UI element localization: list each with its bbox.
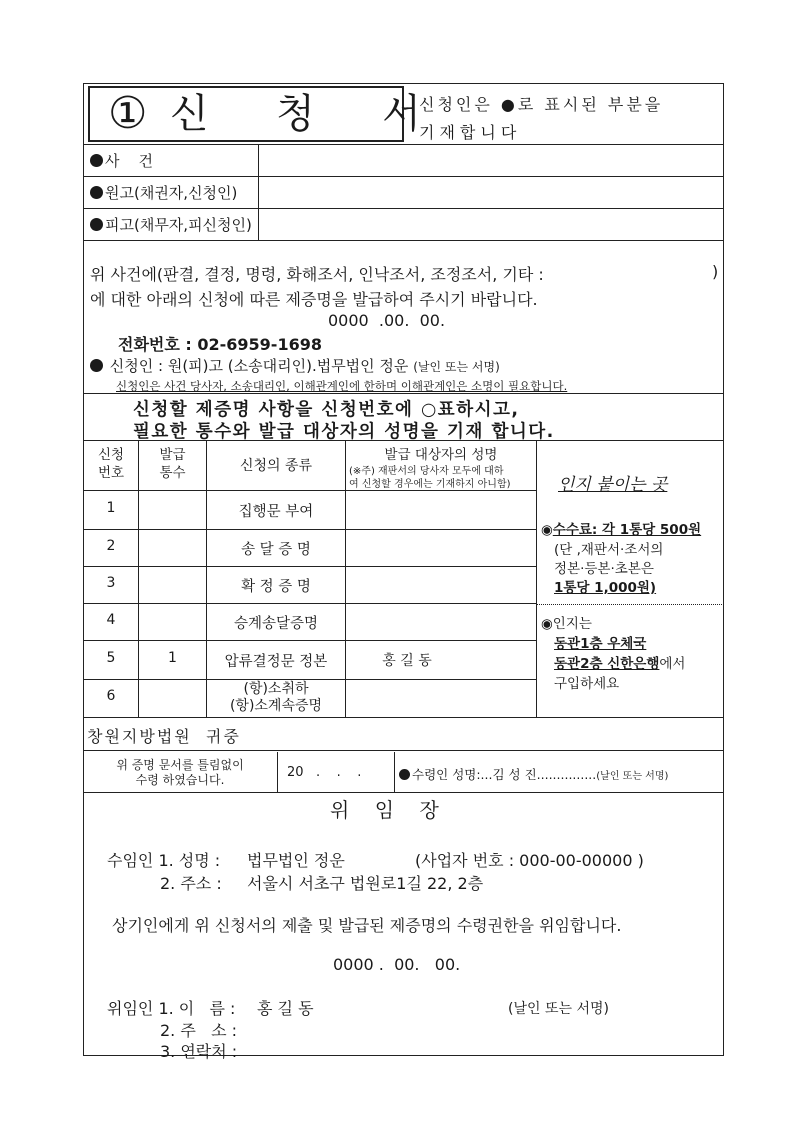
row-count[interactable]: 1 [168,650,177,666]
page-title: 신 청 서 [170,91,435,137]
agent-addr: 서울시 서초구 법원로1길 22, 2층 [247,874,484,893]
plaintiff-label: 원고(채권자,신청인) [90,182,237,203]
court-name: 창원지방법원 귀중 [87,727,241,746]
receiver-line: 수령인 성명:...김 성 진...............(날인 또는 서명) [399,765,668,783]
fee-line-4: 1통당 1,000원) [554,580,657,596]
title-number: ① [108,88,148,139]
row-no[interactable]: 6 [106,688,116,704]
stamp-buy-line-1: ◉인지는 [541,616,592,632]
receipt-date[interactable]: 20 . . . [287,765,362,780]
agent-bizno: (사업자 번호 : 000-00-00000 ) [415,851,644,870]
row-type: (항)소취하 (항)소계속증명 [229,681,323,714]
receipt-line-1: 위 증명 문서를 틀림없이 [116,758,244,772]
required-dot-icon [399,769,410,780]
principal-contact-label: 3. 연락처 : [160,1042,238,1061]
poa-statement: 상기인에게 위 신청서의 제출 및 발급된 제증명의 수령권한을 위임합니다. [112,916,622,935]
fee-line-2: (단 ,재판서·조서의 [554,542,664,558]
title-instruction-1: 신청인은 ●로 표시된 부분을 [419,95,664,114]
row-no[interactable]: 5 [106,650,116,666]
stamp-buy-line-3: 동관2층 신한은행에서 [554,656,686,672]
guide-line-2: 필요한 통수와 발급 대상자의 성명을 기재 합니다. [133,422,555,442]
defendant-field[interactable] [260,210,722,238]
header-no: 신청 번호 [97,447,125,481]
row-target[interactable]: 홍 길 동 [382,653,432,669]
fee-line-3: 정본·등본·초본은 [554,561,654,577]
stamp-buy-line-4: 구입하세요 [554,676,620,692]
row-no[interactable]: 3 [106,575,116,591]
row-type: 압류결정문 정본 [224,654,328,670]
required-dot-icon [90,154,103,167]
request-line-1: 위 사건에(판결, 결정, 명령, 화해조서, 인낙조서, 조정조서, 기타 : [90,265,544,284]
agent-label: 수임인 1. 성명 : [107,851,221,870]
stamp-bullet-icon: ◉ [541,616,553,632]
applicant-footnote: 신청인은 사건 당사자, 소송대리인, 이해관계인에 한하며 이해관계인은 소명이 필요합니다. [116,379,568,393]
case-label: 사 건 [90,150,153,171]
request-line-1-close: ) [712,262,719,281]
fee-bullet-icon: ◉ [541,522,553,538]
stamp-area-label: 인지 붙이는 곳 [558,475,668,495]
poa-title: 위 임 장 [330,798,439,822]
request-line-2: 에 대한 아래의 신청에 따른 제증명을 발급하여 주시기 바랍니다. [90,290,538,309]
row-no[interactable]: 2 [106,538,116,554]
principal-name[interactable]: 홍 길 동 [257,999,314,1018]
agent-addr-label: 2. 주소 : [160,874,222,893]
row-type: 확 정 증 명 [241,579,311,595]
header-target: 발급 대상자의 성명 [384,447,498,463]
fee-line-1: ◉수수료: 각 1통당 500원 [541,522,702,538]
row-type: 승계송달증명 [233,616,319,632]
stamp-buy-line-2: 동관1층 우체국 [554,636,647,652]
required-dot-icon [90,218,103,231]
guide-line-1: 신청할 제증명 사항을 신청번호에 ○표하시고, [133,400,520,420]
row-no[interactable]: 1 [106,500,116,516]
row-type: 송 달 증 명 [241,542,311,558]
principal-contact-field[interactable] [258,1037,698,1055]
receipt-line-2: 수령 하였습니다. [135,773,225,787]
poa-date: 0000 . 00. 00. [333,955,461,974]
principal-seal-note: (날인 또는 서명) [508,1001,609,1017]
agent-name: 법무법인 정운 [247,851,345,870]
request-date: 0000 .00. 00. [328,311,446,330]
principal-addr-field[interactable] [258,1016,698,1036]
header-type: 신청의 종류 [239,458,313,474]
header-count: 발급 통수 [159,447,186,481]
principal-label: 위임인 1. 이 름 : [107,999,236,1018]
defendant-label: 피고(채무자,피신청인) [90,214,252,235]
applicant-line: 신청인 : 원(피)고 (소송대리인).법무법인 정운 (날인 또는 서명) [90,355,500,376]
header-target-note-1: (※주) 재판서의 당사자 모두에 대하 [349,466,504,477]
principal-addr-label: 2. 주 소 : [160,1021,237,1040]
header-target-note-2: 여 신청할 경우에는 기재하지 아니함) [349,479,511,490]
required-dot-icon [90,359,103,372]
title-instruction-2: 기재합니다 [419,123,522,142]
plaintiff-field[interactable] [260,178,722,206]
row-no[interactable]: 4 [106,612,116,628]
phone-number: 전화번호 : 02-6959-1698 [118,335,322,354]
required-dot-icon [90,186,103,199]
row-type: 집행문 부여 [238,504,314,520]
case-field[interactable] [260,146,722,174]
